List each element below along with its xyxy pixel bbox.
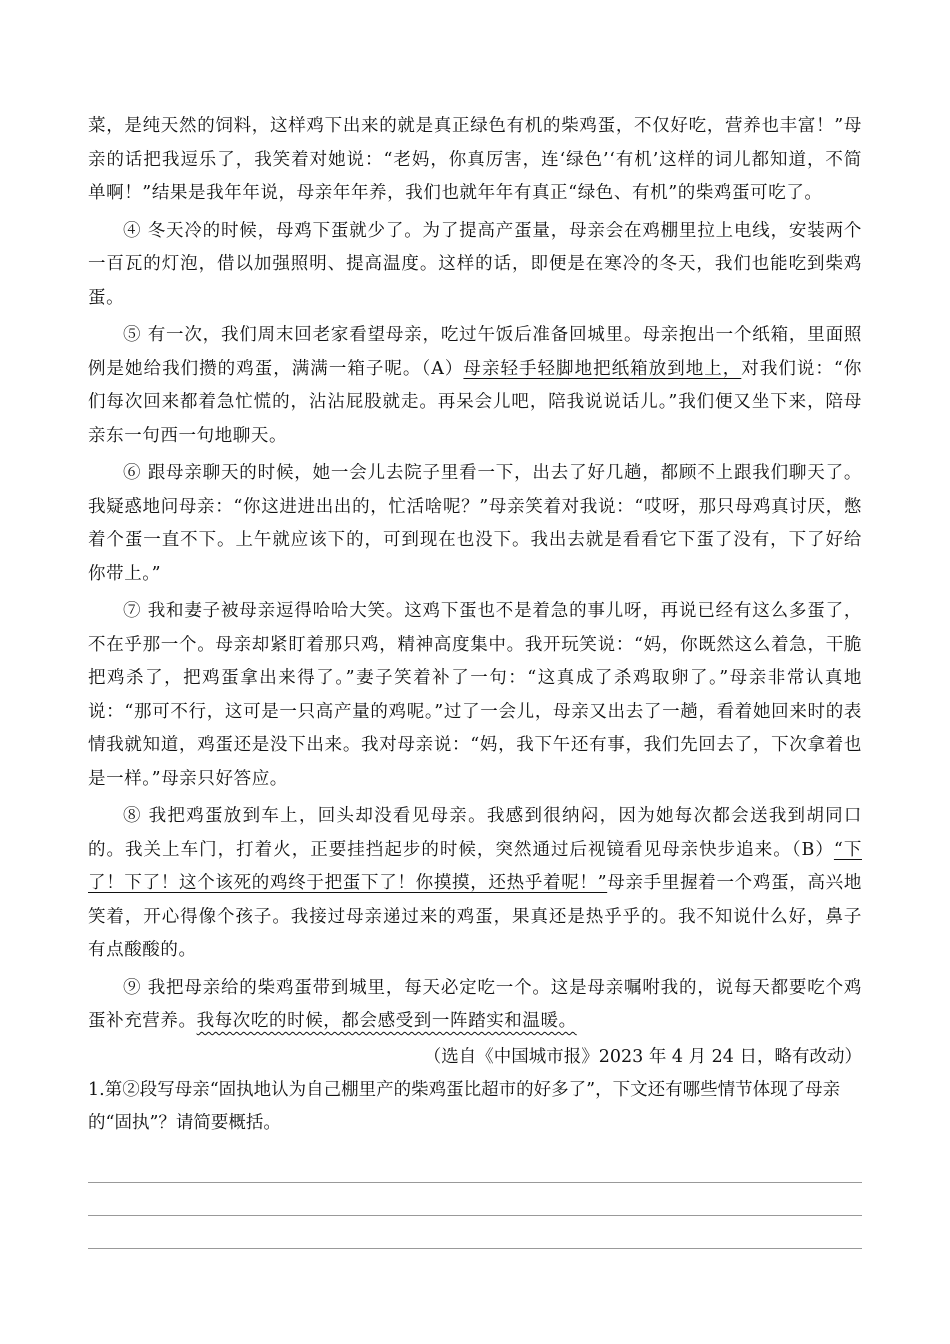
answer-area[interactable] [88,1150,862,1249]
answer-line[interactable] [88,1183,862,1216]
document-page [88,110,862,1249]
paragraph-7: ⑦ 我和妻子被母亲逗得哈哈大笑。这鸡下蛋也不是着急的事儿呀，再说已经有这么多蛋了，不在乎那一个。母亲却紧盯着那只鸡，精神高度集中。我开玩笑说：“妈，你既然这么着急，干脆把鸡杀了，把鸡蛋拿出来得了。”妻子笑着补了一句：“这真成了杀鸡取卵了。”母亲非常认真地说：“那可不行，这可是一只高产量的鸡呢。”过了一会儿，母亲又出去了一趟，看着她回来时的表情我就知道，鸡蛋还是没下出来。我对母亲说：“妈，我下午还有事，我们先回去了，下次拿着也是一样。”母亲只好答应。 [88,601,862,789]
underlined-sentence-a: 母亲轻手轻脚地把纸箱放到地上， [463,358,742,379]
paragraph-8-text-b: 母亲手里握着一个鸡蛋，高兴地笑着，开心得像个孩子。我接过母亲递过来的鸡蛋，果真还是热乎乎的。我不知说什么好，鼻子有点酸酸的。 [88,873,862,960]
paragraph-4: ④ 冬天冷的时候，母鸡下蛋就少了。为了提高产蛋量，母亲会在鸡棚里拉上电线，安装两个一百瓦的灯泡，借以加强照明、提高温度。这样的话，即便是在寒冷的冬天，我们也能吃到柴鸡蛋。 [88,220,862,308]
paragraph-5-text-a: ⑤ 有一次，我们周末回老家看望母亲，吃过午饭后准备回城里。母亲抱出一个纸箱，里面照例是她给我们攒的鸡蛋，满满一箱子呢。（A） [88,325,862,379]
paragraph-5 [88,319,862,453]
answer-line[interactable] [88,1150,862,1183]
answer-line[interactable] [88,1216,862,1249]
paragraph-8 [88,800,862,968]
paragraph-9 [88,972,862,1039]
paragraph-8-text-a: ⑧ 我把鸡蛋放到车上，回头却没看见母亲。我感到很纳闷，因为她每次都会送我到胡同口的。我关上车门，打着火，正要挂挡起步的时候，突然通过后视镜看见母亲快步追来。（B） [88,806,862,860]
source-citation: （选自《中国城市报》2023 年 4 月 24 日，略有改动） [423,1046,862,1067]
paragraph-5-text-b: 对我们说：“你们每次回来都着急忙慌的，沾沾屁股就走。再呆会儿吧，陪我说说话儿。”我们便又坐下来，陪母亲东一句西一句地聊天。 [88,358,862,446]
question-text: 第②段写母亲“固执地认为自己棚里产的柴鸡蛋比超市的好多了”，下文还有哪些情节体现了母亲的“固执”？请简要概括。 [88,1079,841,1133]
paragraph-6: ⑥ 跟母亲聊天的时候，她一会儿去院子里看一下，出去了好几趟，都顾不上跟我们聊天了。我疑惑地问母亲：“你这进进出出的，忙活啥呢？”母亲笑着对我说：“哎呀，那只母鸡真讨厌，憋着个蛋一直不下。上午就应该下的，可到现在也没下。我出去就是看看它下蛋了没有，下了好给你带上。” [88,463,862,584]
underlined-sentence-b: “下了！下了！这个该死的鸡终于把蛋下了！你摸摸，还热乎着呢！” [88,839,862,893]
paragraph-9-text-a: ⑨ 我把母亲给的柴鸡蛋带到城里，每天必定吃一个。这是母亲嘱咐我的，说每天都要吃个鸡蛋补充营养。 [88,977,862,1031]
question-number: 1. [88,1079,105,1100]
question-1 [88,1074,862,1140]
paragraph-3-continued: 菜，是纯天然的饲料，这样鸡下出来的就是真正绿色有机的柴鸡蛋，不仅好吃，营养也丰富！”母亲的话把我逗乐了，我笑着对她说：“老妈，你真厉害，连‘绿色’‘有机’这样的词儿都知道，不简单啊！”结果是我年年说，母亲年年养，我们也就年年有真正“绿色、有机”的柴鸡蛋可吃了。 [88,116,862,203]
wavy-underlined-sentence: 我每次吃的时候，都会感受到一阵踏实和温暖。 [196,1011,577,1031]
